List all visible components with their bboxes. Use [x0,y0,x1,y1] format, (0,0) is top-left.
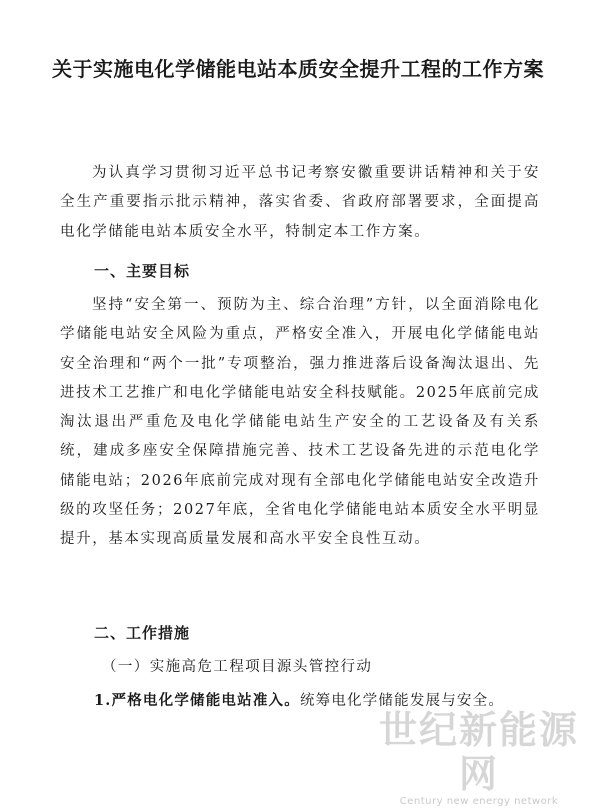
section-heading-measures: 二、工作措施 [94,624,191,642]
watermark-chinese: 世纪新能源网 [378,707,579,796]
intro-paragraph: 为认真学习贯彻习近平总书记考察安徽重要讲话精神和关于安全生产重要指示批示精神，落实省委、省政府部署要求，全面提高电化学储能电站本质安全水平，特制定本工作方案。 [60,165,540,240]
item-lead: 1.严格电化学储能电站准入。 [94,692,300,709]
watermark-english: Century new energy network [399,796,559,807]
subsection-heading: （一）实施高危工程项目源头管控行动 [102,659,373,675]
item-text: 统筹电化学储能发展与安全。 [299,693,505,709]
goals-paragraph: 坚持“安全第一、预防为主、综合治理”方针，以全面消除电化学储能电站安全风险为重点，严格安全准入，开展电化学储能电站安全治理和“两个一批”专项整治，强力推进落后设备淘汰退出、先进技术工艺推广和电化学储能电站安全科技赋能。2025年底前完成淘汰退出严重危及电化学储能电站生产安全的工艺设备及有关系统，建成多座安全保障措施完善、技术工艺设备先进的示范电化学储能电站；2026年底前完成对现有全部电化学储能电站安全改造升级的攻坚任务；2027年底，全省电化学储能电站本质安全水平明显提升，基本实现高质量发展和高水平安全良性互动。 [60,297,540,548]
section-heading-goals: 一、主要目标 [94,262,191,280]
watermark-logo [368,707,590,807]
document-title: 关于实施电化学储能电站本质安全提升工程的工作方案 [52,57,544,81]
